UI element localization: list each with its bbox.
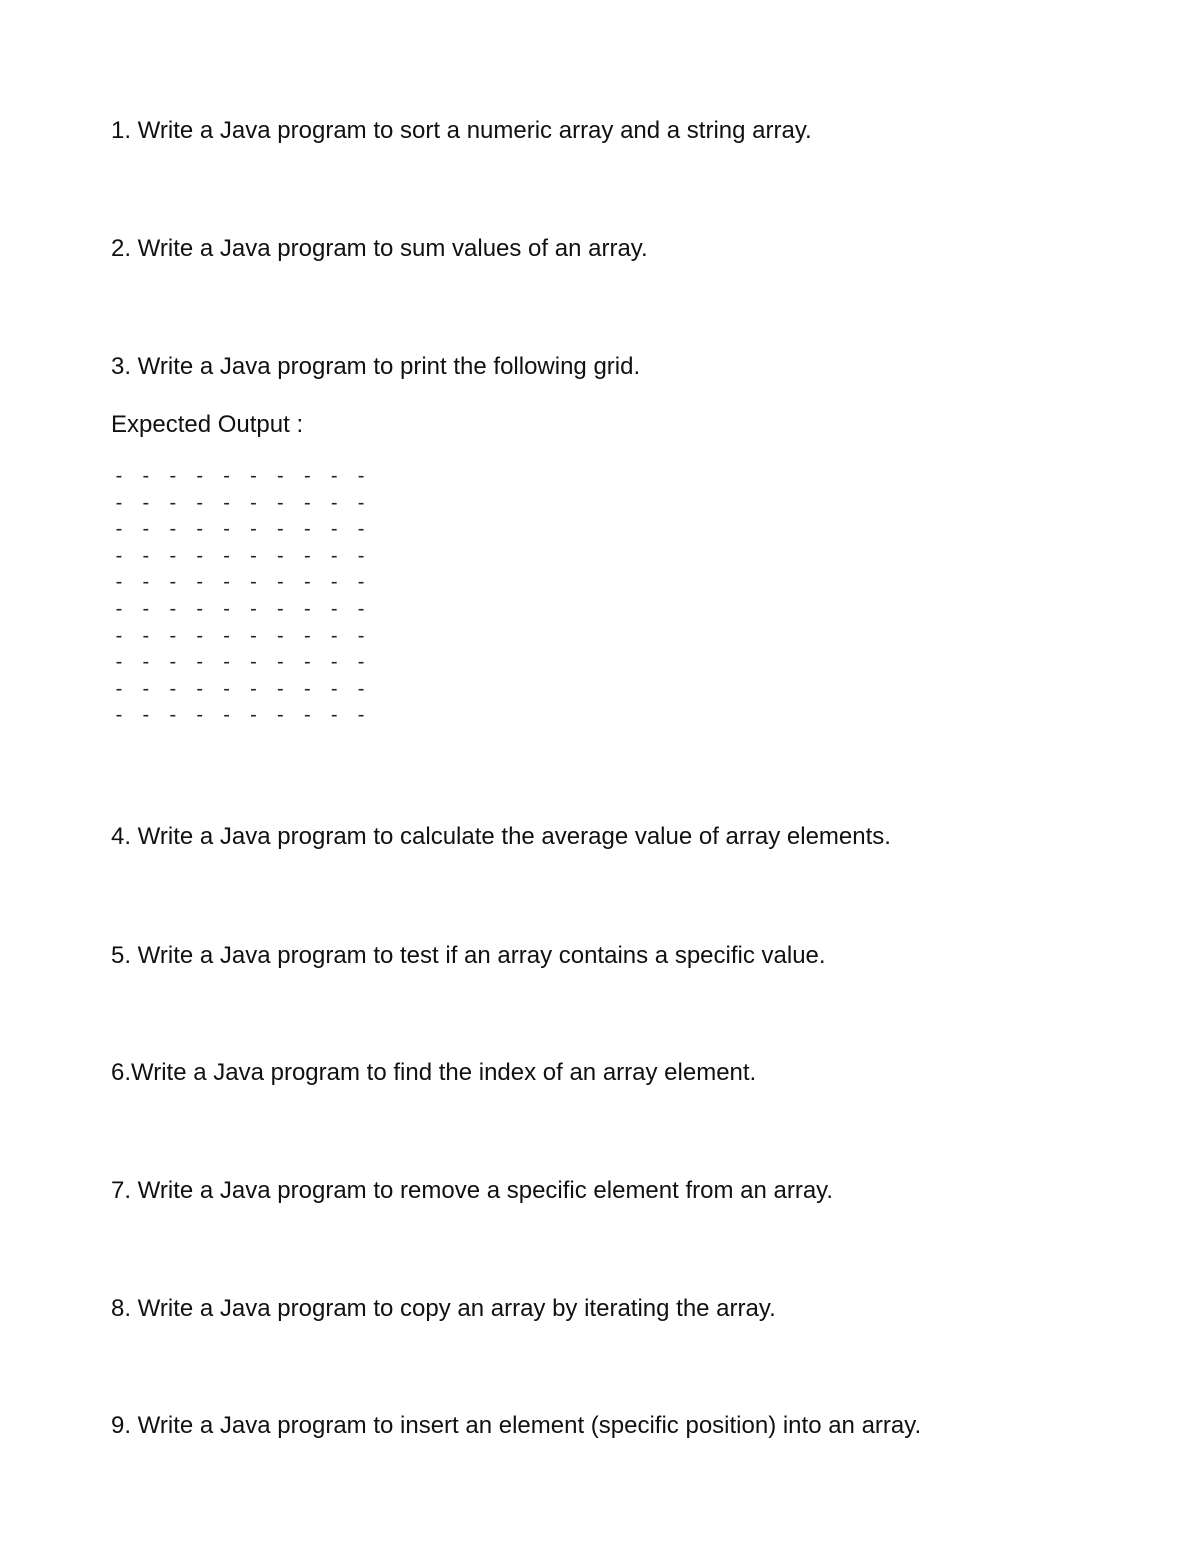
question-8: 8. Write a Java program to copy an array by iterating the array. xyxy=(111,1295,776,1322)
grid-dash: - xyxy=(250,624,257,647)
grid-dash: - xyxy=(330,624,338,647)
grid-dash: - xyxy=(196,624,204,647)
grid-dash: - xyxy=(357,651,365,674)
expected-output-label: Expected Output : xyxy=(111,411,304,438)
grid-dash: - xyxy=(250,544,257,567)
grid-dash: - xyxy=(223,704,230,727)
grid-dash: - xyxy=(250,571,257,594)
grid-dash: - xyxy=(330,677,338,700)
grid-dash: - xyxy=(169,704,177,727)
grid-dash: - xyxy=(223,518,230,541)
grid-dash: - xyxy=(115,465,123,487)
grid-dash: - xyxy=(142,465,150,487)
grid-dash: - xyxy=(357,518,365,541)
grid-dash: - xyxy=(277,704,284,727)
grid-dash: - xyxy=(303,677,311,700)
grid-dash: - xyxy=(142,624,150,647)
grid-dash: - xyxy=(169,651,177,674)
grid-dash: - xyxy=(169,571,177,594)
grid-dash: - xyxy=(250,704,257,727)
grid-dash: - xyxy=(250,597,257,620)
grid-dash: - xyxy=(277,677,284,700)
grid-dash: - xyxy=(169,465,177,487)
grid-dash: - xyxy=(115,597,123,620)
grid-dash: - xyxy=(196,518,204,541)
grid-dash: - xyxy=(357,544,365,567)
grid-dash: - xyxy=(196,544,204,567)
grid-dash: - xyxy=(169,624,177,647)
grid-dash: - xyxy=(303,571,311,594)
question-1: 1. Write a Java program to sort a numeric array and a string array. xyxy=(111,117,812,144)
grid-row xyxy=(114,519,384,546)
grid-dash: - xyxy=(142,677,150,700)
grid-dash: - xyxy=(250,491,257,514)
grid-row xyxy=(114,679,384,706)
grid-dash: - xyxy=(115,677,123,700)
grid-dash: - xyxy=(330,465,338,487)
grid-dash: - xyxy=(277,571,284,594)
grid-dash: - xyxy=(142,704,150,727)
grid-dash: - xyxy=(303,544,311,567)
grid-dash: - xyxy=(250,465,257,487)
grid-dash: - xyxy=(142,491,150,514)
grid-dash: - xyxy=(169,491,177,514)
grid-dash: - xyxy=(196,704,204,727)
grid-dash: - xyxy=(250,651,257,674)
grid-dash: - xyxy=(330,704,338,727)
grid-dash: - xyxy=(277,491,284,514)
grid-dash: - xyxy=(303,465,311,487)
grid-dash: - xyxy=(115,544,123,567)
question-6: 6.Write a Java program to find the index of an array element. xyxy=(111,1059,757,1086)
grid-dash: - xyxy=(277,651,284,674)
question-9: 9. Write a Java program to insert an element (specific position) into an array. xyxy=(111,1412,922,1439)
grid-dash: - xyxy=(169,518,177,541)
grid-dash: - xyxy=(142,597,150,620)
grid-dash: - xyxy=(303,651,311,674)
grid-dash: - xyxy=(169,544,177,567)
grid-dash: - xyxy=(142,651,150,674)
question-7: 7. Write a Java program to remove a specific element from an array. xyxy=(111,1177,834,1204)
grid-dash: - xyxy=(196,597,204,620)
grid-row xyxy=(114,652,384,679)
grid-dash: - xyxy=(196,491,204,514)
grid-row xyxy=(114,705,384,732)
grid-dash: - xyxy=(357,571,365,594)
grid-row xyxy=(114,572,384,599)
grid-dash: - xyxy=(330,544,338,567)
grid-dash: - xyxy=(330,518,338,541)
grid-dash: - xyxy=(250,518,257,541)
grid-dash: - xyxy=(196,465,204,487)
question-3: 3. Write a Java program to print the following grid. xyxy=(111,353,641,380)
grid-dash: - xyxy=(303,624,311,647)
grid-dash: - xyxy=(330,571,338,594)
grid-dash: - xyxy=(115,704,123,727)
grid-row xyxy=(114,546,384,573)
grid-row xyxy=(114,599,384,626)
grid-dash: - xyxy=(357,597,365,620)
question-4: 4. Write a Java program to calculate the average value of array elements. xyxy=(111,823,891,850)
grid-dash: - xyxy=(223,651,230,674)
grid-dash: - xyxy=(115,624,123,647)
grid-dash: - xyxy=(277,597,284,620)
grid-dash: - xyxy=(250,677,257,700)
grid-dash: - xyxy=(223,677,230,700)
grid-dash: - xyxy=(115,491,123,514)
grid-dash: - xyxy=(196,677,204,700)
grid-dash: - xyxy=(357,704,365,727)
grid-dash: - xyxy=(277,518,284,541)
grid-dash: - xyxy=(330,597,338,620)
grid-dash: - xyxy=(357,677,365,700)
grid-dash: - xyxy=(169,597,177,620)
grid-dash: - xyxy=(303,491,311,514)
grid-dash: - xyxy=(277,465,284,487)
grid-dash: - xyxy=(330,651,338,674)
grid-dash: - xyxy=(303,704,311,727)
question-2: 2. Write a Java program to sum values of an array. xyxy=(111,235,648,262)
grid-dash: - xyxy=(223,491,230,514)
grid-dash: - xyxy=(223,597,230,620)
grid-dash: - xyxy=(142,544,150,567)
grid-row xyxy=(114,626,384,653)
expected-output-grid xyxy=(114,466,384,732)
grid-dash: - xyxy=(303,597,311,620)
grid-dash: - xyxy=(115,651,123,674)
grid-dash: - xyxy=(223,571,230,594)
grid-dash: - xyxy=(277,624,284,647)
grid-row xyxy=(114,466,384,493)
grid-dash: - xyxy=(277,544,284,567)
grid-dash: - xyxy=(357,465,365,487)
grid-dash: - xyxy=(196,651,204,674)
grid-dash: - xyxy=(169,677,177,700)
grid-dash: - xyxy=(357,624,365,647)
grid-dash: - xyxy=(223,624,230,647)
grid-dash: - xyxy=(142,571,150,594)
grid-dash: - xyxy=(115,518,123,541)
grid-dash: - xyxy=(223,544,230,567)
grid-dash: - xyxy=(142,518,150,541)
grid-row xyxy=(114,493,384,520)
question-5: 5. Write a Java program to test if an array contains a specific value. xyxy=(111,942,826,969)
grid-dash: - xyxy=(330,491,338,514)
grid-dash: - xyxy=(357,491,365,514)
grid-dash: - xyxy=(303,518,311,541)
grid-dash: - xyxy=(115,571,123,594)
grid-dash: - xyxy=(223,465,230,487)
grid-dash: - xyxy=(196,571,204,594)
